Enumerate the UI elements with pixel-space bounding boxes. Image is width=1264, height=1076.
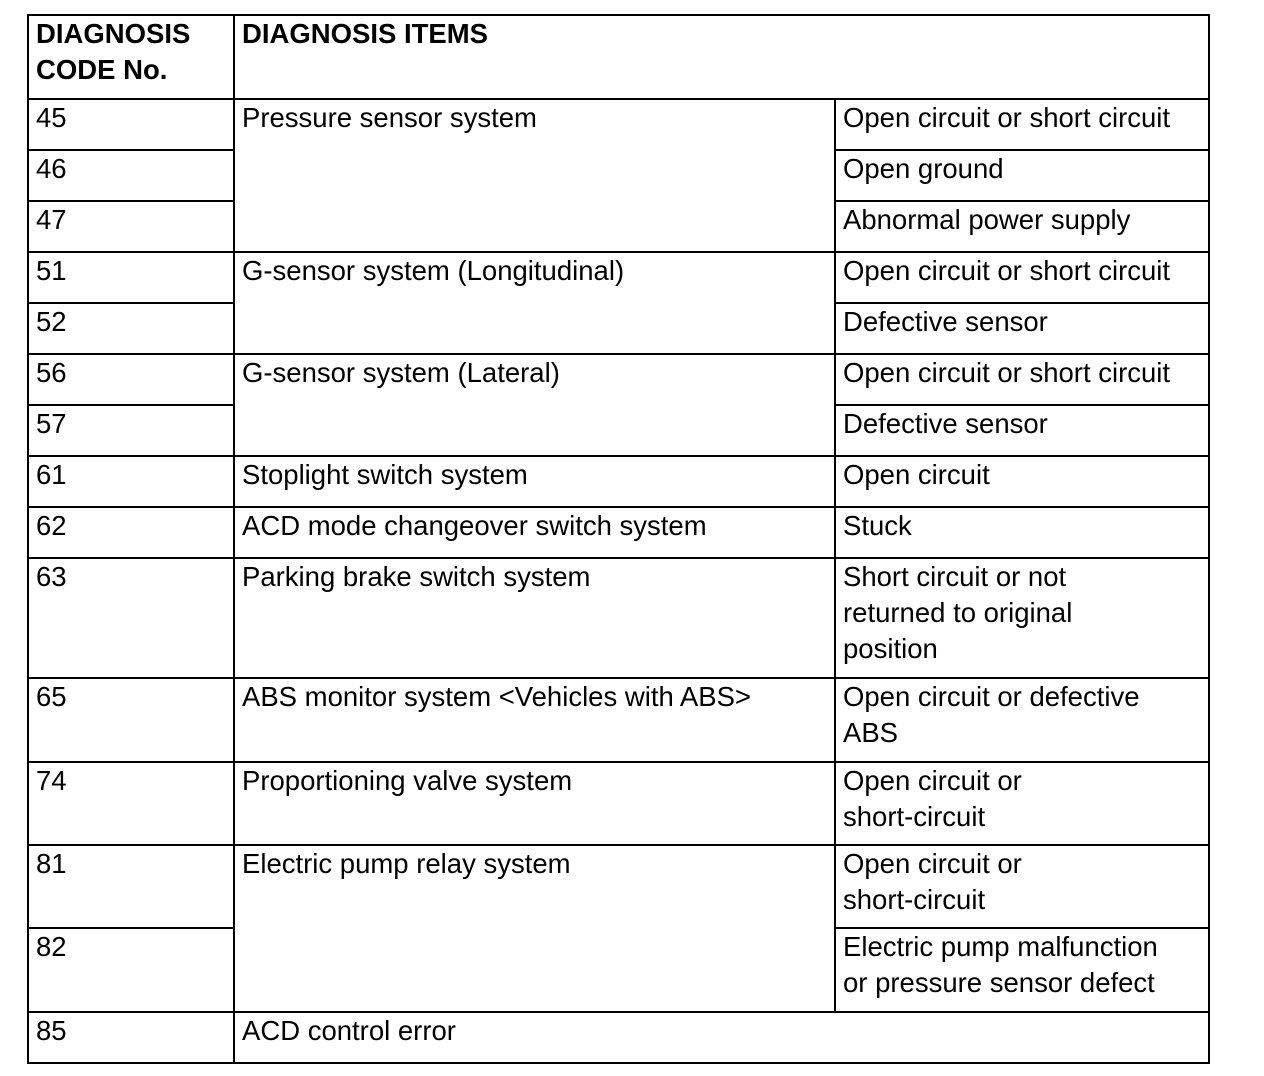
system-cell: Proportioning valve system [234,762,835,845]
code-cell: 45 [28,99,234,150]
detail-cell: Short circuit or not returned to original position [835,558,1209,678]
detail-cell: Open circuit or defective ABS [835,678,1209,762]
detail-cell: Defective sensor [835,303,1209,354]
code-cell: 65 [28,678,234,762]
table-row [28,354,1209,405]
system-cell: ACD mode changeover switch system [234,507,835,558]
system-cell: Parking brake switch system [234,558,835,678]
table-row [28,507,1209,558]
detail-cell: Defective sensor [835,405,1209,456]
code-cell: 61 [28,456,234,507]
code-cell: 57 [28,405,234,456]
table-row [28,762,1209,845]
detail-cell: Open circuit or short-circuit [835,762,1209,845]
code-cell: 47 [28,201,234,252]
table-row [28,845,1209,928]
detail-cell: Open circuit or short-circuit [835,845,1209,928]
system-cell: ABS monitor system <Vehicles with ABS> [234,678,835,762]
code-cell: 51 [28,252,234,303]
header-items: DIAGNOSIS ITEMS [234,15,1209,99]
code-cell: 82 [28,928,234,1012]
detail-cell: Open circuit [835,456,1209,507]
detail-cell: Abnormal power supply [835,201,1209,252]
system-cell: ACD control error [234,1012,1209,1063]
system-cell: Stoplight switch system [234,456,835,507]
code-cell: 62 [28,507,234,558]
table-row [28,678,1209,762]
detail-cell: Open circuit or short circuit [835,252,1209,303]
header-row [28,15,1209,99]
header-code: DIAGNOSIS CODE No. [28,15,234,99]
code-cell: 85 [28,1012,234,1063]
detail-cell: Open circuit or short circuit [835,354,1209,405]
table-row [28,252,1209,303]
system-cell: Electric pump relay system [234,845,835,1012]
diagnosis-code-table [27,14,1210,1064]
table-row [28,456,1209,507]
code-cell: 46 [28,150,234,201]
table-row [28,99,1209,150]
table-row [28,1012,1209,1063]
code-cell: 52 [28,303,234,354]
code-cell: 74 [28,762,234,845]
system-cell: Pressure sensor system [234,99,835,252]
table-row [28,558,1209,678]
detail-cell: Open circuit or short circuit [835,99,1209,150]
code-cell: 81 [28,845,234,928]
detail-cell: Stuck [835,507,1209,558]
code-cell: 63 [28,558,234,678]
detail-cell: Open ground [835,150,1209,201]
system-cell: G-sensor system (Longitudinal) [234,252,835,354]
detail-cell: Electric pump malfunction or pressure sensor defect [835,928,1209,1012]
system-cell: G-sensor system (Lateral) [234,354,835,456]
code-cell: 56 [28,354,234,405]
